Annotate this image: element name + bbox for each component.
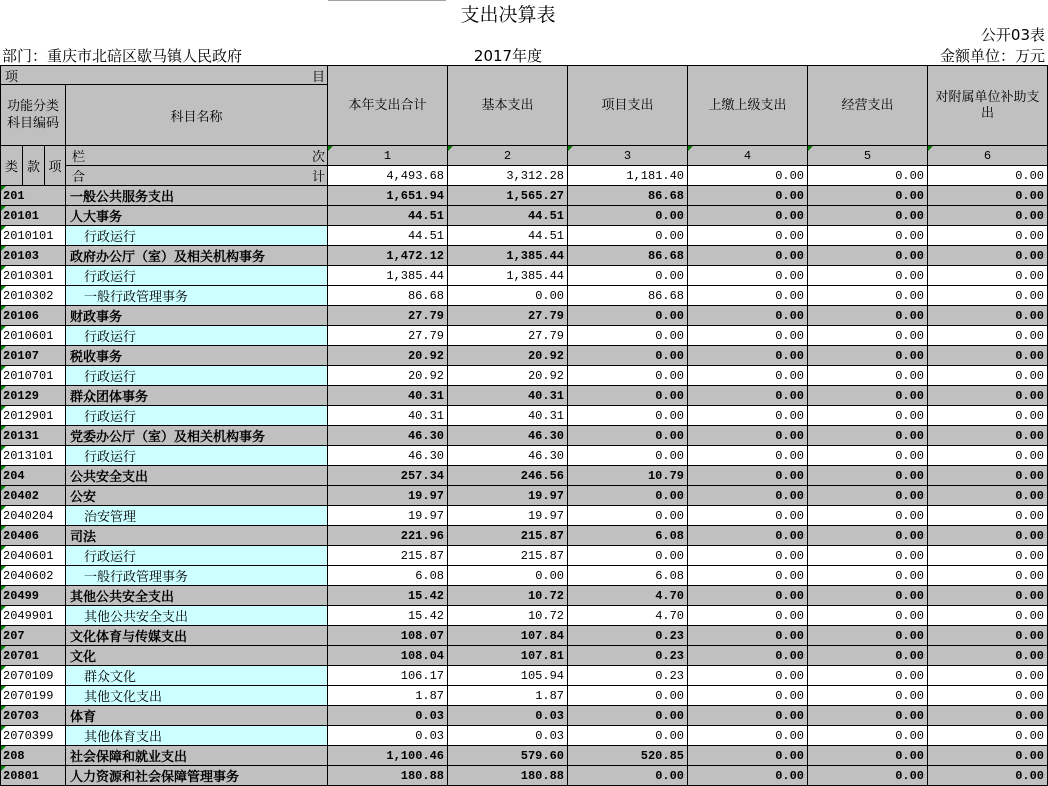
remit-to-superior-cell: 0.00 [688, 766, 808, 786]
basic-expenditure-cell: 40.31 [448, 386, 568, 406]
column-header-label: 项目支出 [601, 97, 654, 113]
subject-name-cell: 党委办公厅（室）及相关机构事务 [66, 426, 328, 446]
total-expenditure-cell: 0.03 [328, 726, 448, 746]
basic-expenditure-cell: 1,565.27 [448, 186, 568, 206]
project-expenditure-cell: 10.79 [568, 466, 688, 486]
page-title: 支出决算表 [460, 4, 556, 26]
subject-code-cell: 20103 [1, 246, 66, 266]
column-header-label: 基本支出 [481, 97, 534, 113]
subject-name-cell: 文化体育与传媒支出 [66, 626, 328, 646]
business-expenditure-cell: 0.00 [808, 686, 928, 706]
fiscal-year-label: 2017年度 [473, 47, 543, 65]
subsidy-to-subsidiary-cell: 0.00 [928, 406, 1048, 426]
subsidy-to-subsidiary-cell: 0.00 [928, 566, 1048, 586]
expenditure-table [0, 65, 1048, 786]
remit-to-superior-cell: 0.00 [688, 406, 808, 426]
total-expenditure-cell: 19.97 [328, 506, 448, 526]
subsidy-to-subsidiary-cell: 0.00 [928, 426, 1048, 446]
total-expenditure-cell: 20.92 [328, 346, 448, 366]
subject-code-cell: 20101 [1, 206, 66, 226]
subject-name-cell: 行政运行 [66, 366, 328, 386]
project-expenditure-cell: 0.00 [568, 346, 688, 366]
project-expenditure-cell: 0.00 [568, 706, 688, 726]
total-expenditure-cell: 27.79 [328, 306, 448, 326]
subject-name-cell: 一般行政管理事务 [66, 286, 328, 306]
basic-expenditure-cell: 0.00 [448, 566, 568, 586]
subject-name-cell: 行政运行 [66, 266, 328, 286]
subject-code-cell: 20701 [1, 646, 66, 666]
project-expenditure-cell: 0.00 [568, 406, 688, 426]
basic-expenditure-cell: 0.03 [448, 706, 568, 726]
remit-to-superior-cell: 0.00 [688, 226, 808, 246]
subsidy-to-subsidiary-cell: 0.00 [928, 766, 1048, 786]
remit-to-superior-cell: 0.00 [688, 246, 808, 266]
remit-to-superior-cell: 0.00 [688, 646, 808, 666]
business-expenditure-cell: 0.00 [808, 466, 928, 486]
column-header-label: 本年支出合计 [348, 97, 427, 113]
remit-to-superior-cell: 0.00 [688, 666, 808, 686]
subject-code-cell: 20106 [1, 306, 66, 326]
basic-expenditure-cell: 0.03 [448, 726, 568, 746]
business-expenditure-cell: 0.00 [808, 306, 928, 326]
basic-expenditure-cell: 19.97 [448, 506, 568, 526]
subject-code-cell: 20129 [1, 386, 66, 406]
project-expenditure-cell: 0.00 [568, 226, 688, 246]
subject-name-cell: 其他公共安全支出 [66, 606, 328, 626]
subsidy-to-subsidiary-cell: 0.00 [928, 206, 1048, 226]
subject-name-cell: 文化 [66, 646, 328, 666]
grand-total-left: 合 [72, 170, 86, 185]
total-expenditure-cell: 20.92 [328, 366, 448, 386]
project-expenditure-cell: 0.23 [568, 646, 688, 666]
project-expenditure-cell: 6.08 [568, 566, 688, 586]
total-expenditure-cell: 1,100.46 [328, 746, 448, 766]
business-expenditure-cell: 0.00 [808, 566, 928, 586]
subject-code-cell: 20402 [1, 486, 66, 506]
subsidy-to-subsidiary-cell: 0.00 [928, 586, 1048, 606]
business-expenditure-cell: 0.00 [808, 626, 928, 646]
remit-to-superior-cell: 0.00 [688, 566, 808, 586]
business-expenditure-cell: 0.00 [808, 446, 928, 466]
total-expenditure-cell: 46.30 [328, 446, 448, 466]
basic-expenditure-cell: 107.81 [448, 646, 568, 666]
subject-name-cell: 人力资源和社会保障管理事务 [66, 766, 328, 786]
business-expenditure-cell: 0.00 [808, 246, 928, 266]
subject-code-cell: 20406 [1, 526, 66, 546]
item-header-cell [1, 66, 328, 85]
subject-name-cell: 公共安全支出 [66, 466, 328, 486]
total-expenditure-cell: 1,472.12 [328, 246, 448, 266]
remit-to-superior-cell: 0.00 [688, 206, 808, 226]
basic-expenditure-cell: 46.30 [448, 426, 568, 446]
subject-name-cell: 行政运行 [66, 446, 328, 466]
subsidy-to-subsidiary-cell: 0.00 [928, 626, 1048, 646]
subject-code-cell: 2010601 [1, 326, 66, 346]
basic-expenditure-cell: 10.72 [448, 606, 568, 626]
subject-code-cell: 2040602 [1, 566, 66, 586]
amount-unit-label: 金额单位：万元 [939, 47, 1045, 65]
subject-name-cell: 其他公共安全支出 [66, 586, 328, 606]
remit-to-superior-cell: 0.00 [688, 366, 808, 386]
business-expenditure-cell: 0.00 [808, 646, 928, 666]
subject-code-cell: 20801 [1, 766, 66, 786]
grand-total-right: 计 [311, 170, 325, 185]
subject-name-cell: 群众团体事务 [66, 386, 328, 406]
remit-to-superior-cell: 0.00 [688, 426, 808, 446]
subject-name-header-cell [66, 85, 328, 146]
business-expenditure-cell: 0.00 [808, 546, 928, 566]
remit-to-superior-cell: 0.00 [688, 746, 808, 766]
subject-name-cell: 税收事务 [66, 346, 328, 366]
basic-expenditure-cell: 20.92 [448, 346, 568, 366]
column-index-right: 次 [311, 150, 325, 165]
column-number-4: 4 [688, 146, 808, 166]
item-header-right: 目 [311, 69, 325, 85]
column-index-left: 栏 [72, 150, 86, 165]
basic-expenditure-cell: 44.51 [448, 206, 568, 226]
basic-expenditure-cell: 46.30 [448, 446, 568, 466]
basic-expenditure-cell: 19.97 [448, 486, 568, 506]
remit-to-superior-cell: 0.00 [688, 386, 808, 406]
total-expenditure-cell: 215.87 [328, 546, 448, 566]
business-expenditure-cell: 0.00 [808, 226, 928, 246]
subject-name-cell: 公安 [66, 486, 328, 506]
project-expenditure-cell: 86.68 [568, 246, 688, 266]
column-header-basic-expenditure [448, 66, 568, 146]
business-expenditure-cell: 0.00 [808, 426, 928, 446]
subsidy-to-subsidiary-cell: 0.00 [928, 386, 1048, 406]
business-expenditure-cell: 0.00 [808, 606, 928, 626]
project-expenditure-cell: 86.68 [568, 186, 688, 206]
subject-name-cell: 社会保障和就业支出 [66, 746, 328, 766]
basic-expenditure-cell: 1.87 [448, 686, 568, 706]
remit-to-superior-cell: 0.00 [688, 506, 808, 526]
project-expenditure-cell: 0.00 [568, 206, 688, 226]
remit-to-superior-cell: 0.00 [688, 266, 808, 286]
basic-expenditure-cell: 27.79 [448, 326, 568, 346]
business-expenditure-cell: 0.00 [808, 206, 928, 226]
basic-expenditure-cell: 105.94 [448, 666, 568, 686]
subject-name-cell: 其他文化支出 [66, 686, 328, 706]
section-level-label: 款 [23, 146, 45, 186]
business-expenditure-cell: 0.00 [808, 186, 928, 206]
column-number-1: 1 [328, 146, 448, 166]
business-expenditure-cell: 0.00 [808, 586, 928, 606]
total-expenditure-cell: 15.42 [328, 586, 448, 606]
remit-to-superior-cell: 0.00 [688, 306, 808, 326]
grand-total-project-expenditure: 1,181.40 [568, 166, 688, 186]
business-expenditure-cell: 0.00 [808, 326, 928, 346]
basic-expenditure-cell: 20.92 [448, 366, 568, 386]
subsidy-to-subsidiary-cell: 0.00 [928, 546, 1048, 566]
remit-to-superior-cell: 0.00 [688, 286, 808, 306]
basic-expenditure-cell: 246.56 [448, 466, 568, 486]
basic-expenditure-cell: 215.87 [448, 526, 568, 546]
business-expenditure-cell: 0.00 [808, 746, 928, 766]
project-expenditure-cell: 0.00 [568, 686, 688, 706]
item-header-left: 项 [5, 69, 19, 85]
subsidy-to-subsidiary-cell: 0.00 [928, 666, 1048, 686]
total-expenditure-cell: 44.51 [328, 206, 448, 226]
subject-code-cell: 2049901 [1, 606, 66, 626]
subject-name-cell: 行政运行 [66, 406, 328, 426]
column-number-3: 3 [568, 146, 688, 166]
remit-to-superior-cell: 0.00 [688, 586, 808, 606]
subsidy-to-subsidiary-cell: 0.00 [928, 526, 1048, 546]
project-expenditure-cell: 0.00 [568, 766, 688, 786]
column-header-label: 对附属单位补助支出 [935, 89, 1040, 121]
subject-code-cell: 20703 [1, 706, 66, 726]
subject-code-cell: 207 [1, 626, 66, 646]
subject-code-cell: 2010701 [1, 366, 66, 386]
subject-code-cell: 2070109 [1, 666, 66, 686]
subject-code-cell: 2010101 [1, 226, 66, 246]
total-expenditure-cell: 1.87 [328, 686, 448, 706]
business-expenditure-cell: 0.00 [808, 266, 928, 286]
project-expenditure-cell: 0.23 [568, 626, 688, 646]
total-expenditure-cell: 1,385.44 [328, 266, 448, 286]
department-label: 部门：重庆市北碚区歇马镇人民政府 [2, 47, 243, 65]
project-expenditure-cell: 4.70 [568, 586, 688, 606]
function-code-header-line2: 科目编码 [6, 116, 59, 131]
subject-name-cell: 司法 [66, 526, 328, 546]
remit-to-superior-cell: 0.00 [688, 346, 808, 366]
grand-total-subsidy-to-subsidiary: 0.00 [928, 166, 1048, 186]
project-expenditure-cell: 0.23 [568, 666, 688, 686]
remit-to-superior-cell: 0.00 [688, 606, 808, 626]
subject-code-cell: 20499 [1, 586, 66, 606]
column-number-6: 6 [928, 146, 1048, 166]
column-header-subsidy-to-subsidiary [928, 66, 1048, 146]
project-expenditure-cell: 0.00 [568, 426, 688, 446]
subject-name-cell: 财政事务 [66, 306, 328, 326]
remit-to-superior-cell: 0.00 [688, 446, 808, 466]
subject-name-cell: 政府办公厅（室）及相关机构事务 [66, 246, 328, 266]
subsidy-to-subsidiary-cell: 0.00 [928, 506, 1048, 526]
subject-code-cell: 2040204 [1, 506, 66, 526]
subsidy-to-subsidiary-cell: 0.00 [928, 226, 1048, 246]
subsidy-to-subsidiary-cell: 0.00 [928, 326, 1048, 346]
subsidy-to-subsidiary-cell: 0.00 [928, 346, 1048, 366]
subsidy-to-subsidiary-cell: 0.00 [928, 706, 1048, 726]
column-index-label-cell [66, 146, 328, 166]
grand-total-remit-to-superior: 0.00 [688, 166, 808, 186]
project-expenditure-cell: 520.85 [568, 746, 688, 766]
grand-total-business-expenditure: 0.00 [808, 166, 928, 186]
subsidy-to-subsidiary-cell: 0.00 [928, 686, 1048, 706]
subsidy-to-subsidiary-cell: 0.00 [928, 246, 1048, 266]
grand-total-basic-expenditure: 3,312.28 [448, 166, 568, 186]
remit-to-superior-cell: 0.00 [688, 186, 808, 206]
column-header-label: 经营支出 [841, 97, 894, 113]
function-code-header-line1: 功能分类 [6, 99, 59, 114]
total-expenditure-cell: 108.04 [328, 646, 448, 666]
subsidy-to-subsidiary-cell: 0.00 [928, 446, 1048, 466]
remit-to-superior-cell: 0.00 [688, 326, 808, 346]
subsidy-to-subsidiary-cell: 0.00 [928, 486, 1048, 506]
total-expenditure-cell: 15.42 [328, 606, 448, 626]
total-expenditure-cell: 46.30 [328, 426, 448, 446]
total-expenditure-cell: 86.68 [328, 286, 448, 306]
subject-code-cell: 2070199 [1, 686, 66, 706]
basic-expenditure-cell: 10.72 [448, 586, 568, 606]
subject-code-cell: 20107 [1, 346, 66, 366]
column-header-business-expenditure [808, 66, 928, 146]
business-expenditure-cell: 0.00 [808, 486, 928, 506]
subject-code-cell: 2013101 [1, 446, 66, 466]
basic-expenditure-cell: 40.31 [448, 406, 568, 426]
business-expenditure-cell: 0.00 [808, 666, 928, 686]
subsidy-to-subsidiary-cell: 0.00 [928, 286, 1048, 306]
subject-name-cell: 行政运行 [66, 326, 328, 346]
total-expenditure-cell: 0.03 [328, 706, 448, 726]
project-expenditure-cell: 0.00 [568, 486, 688, 506]
subject-code-cell: 2070399 [1, 726, 66, 746]
business-expenditure-cell: 0.00 [808, 526, 928, 546]
total-expenditure-cell: 180.88 [328, 766, 448, 786]
subject-code-cell: 2010301 [1, 266, 66, 286]
subject-name-cell: 一般行政管理事务 [66, 566, 328, 586]
subject-name-cell: 人大事务 [66, 206, 328, 226]
subsidy-to-subsidiary-cell: 0.00 [928, 466, 1048, 486]
subject-name-header-label: 科目名称 [170, 109, 223, 125]
total-expenditure-cell: 1,651.94 [328, 186, 448, 206]
total-expenditure-cell: 108.07 [328, 626, 448, 646]
basic-expenditure-cell: 215.87 [448, 546, 568, 566]
category-level-label: 类 [1, 146, 23, 186]
project-expenditure-cell: 0.00 [568, 726, 688, 746]
function-code-header-cell [1, 85, 66, 146]
subject-code-cell: 2012901 [1, 406, 66, 426]
business-expenditure-cell: 0.00 [808, 506, 928, 526]
top-cell-border [328, 0, 446, 1]
form-number: 公开03表 [980, 26, 1045, 44]
item-level-label: 项 [45, 146, 66, 186]
basic-expenditure-cell: 107.84 [448, 626, 568, 646]
total-expenditure-cell: 27.79 [328, 326, 448, 346]
remit-to-superior-cell: 0.00 [688, 486, 808, 506]
column-header-project-expenditure [568, 66, 688, 146]
subject-code-cell: 20131 [1, 426, 66, 446]
remit-to-superior-cell: 0.00 [688, 546, 808, 566]
subject-code-cell: 2040601 [1, 546, 66, 566]
subsidy-to-subsidiary-cell: 0.00 [928, 366, 1048, 386]
subsidy-to-subsidiary-cell: 0.00 [928, 726, 1048, 746]
column-header-remit-to-superior [688, 66, 808, 146]
total-expenditure-cell: 40.31 [328, 406, 448, 426]
remit-to-superior-cell: 0.00 [688, 466, 808, 486]
column-number-5: 5 [808, 146, 928, 166]
subject-name-cell: 群众文化 [66, 666, 328, 686]
subject-name-cell: 治安管理 [66, 506, 328, 526]
subsidy-to-subsidiary-cell: 0.00 [928, 306, 1048, 326]
business-expenditure-cell: 0.00 [808, 406, 928, 426]
basic-expenditure-cell: 27.79 [448, 306, 568, 326]
basic-expenditure-cell: 0.00 [448, 286, 568, 306]
subject-code-cell: 2010302 [1, 286, 66, 306]
business-expenditure-cell: 0.00 [808, 726, 928, 746]
column-header-total-expenditure [328, 66, 448, 146]
subject-code-cell: 208 [1, 746, 66, 766]
total-expenditure-cell: 44.51 [328, 226, 448, 246]
total-expenditure-cell: 19.97 [328, 486, 448, 506]
subject-code-cell: 204 [1, 466, 66, 486]
subject-name-cell: 其他体育支出 [66, 726, 328, 746]
subsidy-to-subsidiary-cell: 0.00 [928, 266, 1048, 286]
project-expenditure-cell: 4.70 [568, 606, 688, 626]
subsidy-to-subsidiary-cell: 0.00 [928, 646, 1048, 666]
subject-name-cell: 一般公共服务支出 [66, 186, 328, 206]
project-expenditure-cell: 0.00 [568, 506, 688, 526]
subject-name-cell: 行政运行 [66, 226, 328, 246]
project-expenditure-cell: 0.00 [568, 266, 688, 286]
basic-expenditure-cell: 579.60 [448, 746, 568, 766]
project-expenditure-cell: 6.08 [568, 526, 688, 546]
project-expenditure-cell: 86.68 [568, 286, 688, 306]
column-number-2: 2 [448, 146, 568, 166]
basic-expenditure-cell: 1,385.44 [448, 246, 568, 266]
subject-code-cell: 201 [1, 186, 66, 206]
business-expenditure-cell: 0.00 [808, 366, 928, 386]
subsidy-to-subsidiary-cell: 0.00 [928, 606, 1048, 626]
project-expenditure-cell: 0.00 [568, 306, 688, 326]
total-expenditure-cell: 257.34 [328, 466, 448, 486]
grand-total-label-cell [66, 166, 328, 186]
basic-expenditure-cell: 180.88 [448, 766, 568, 786]
project-expenditure-cell: 0.00 [568, 446, 688, 466]
business-expenditure-cell: 0.00 [808, 286, 928, 306]
business-expenditure-cell: 0.00 [808, 386, 928, 406]
column-header-label: 上缴上级支出 [708, 97, 787, 113]
subject-name-cell: 行政运行 [66, 546, 328, 566]
grand-total-total-expenditure: 4,493.68 [328, 166, 448, 186]
total-expenditure-cell: 6.08 [328, 566, 448, 586]
basic-expenditure-cell: 44.51 [448, 226, 568, 246]
remit-to-superior-cell: 0.00 [688, 726, 808, 746]
remit-to-superior-cell: 0.00 [688, 626, 808, 646]
remit-to-superior-cell: 0.00 [688, 526, 808, 546]
project-expenditure-cell: 0.00 [568, 386, 688, 406]
basic-expenditure-cell: 1,385.44 [448, 266, 568, 286]
total-expenditure-cell: 106.17 [328, 666, 448, 686]
business-expenditure-cell: 0.00 [808, 706, 928, 726]
business-expenditure-cell: 0.00 [808, 346, 928, 366]
project-expenditure-cell: 0.00 [568, 546, 688, 566]
subsidy-to-subsidiary-cell: 0.00 [928, 746, 1048, 766]
remit-to-superior-cell: 0.00 [688, 686, 808, 706]
total-expenditure-cell: 221.96 [328, 526, 448, 546]
project-expenditure-cell: 0.00 [568, 326, 688, 346]
subject-name-cell: 体育 [66, 706, 328, 726]
business-expenditure-cell: 0.00 [808, 766, 928, 786]
subsidy-to-subsidiary-cell: 0.00 [928, 186, 1048, 206]
total-expenditure-cell: 40.31 [328, 386, 448, 406]
remit-to-superior-cell: 0.00 [688, 706, 808, 726]
project-expenditure-cell: 0.00 [568, 366, 688, 386]
